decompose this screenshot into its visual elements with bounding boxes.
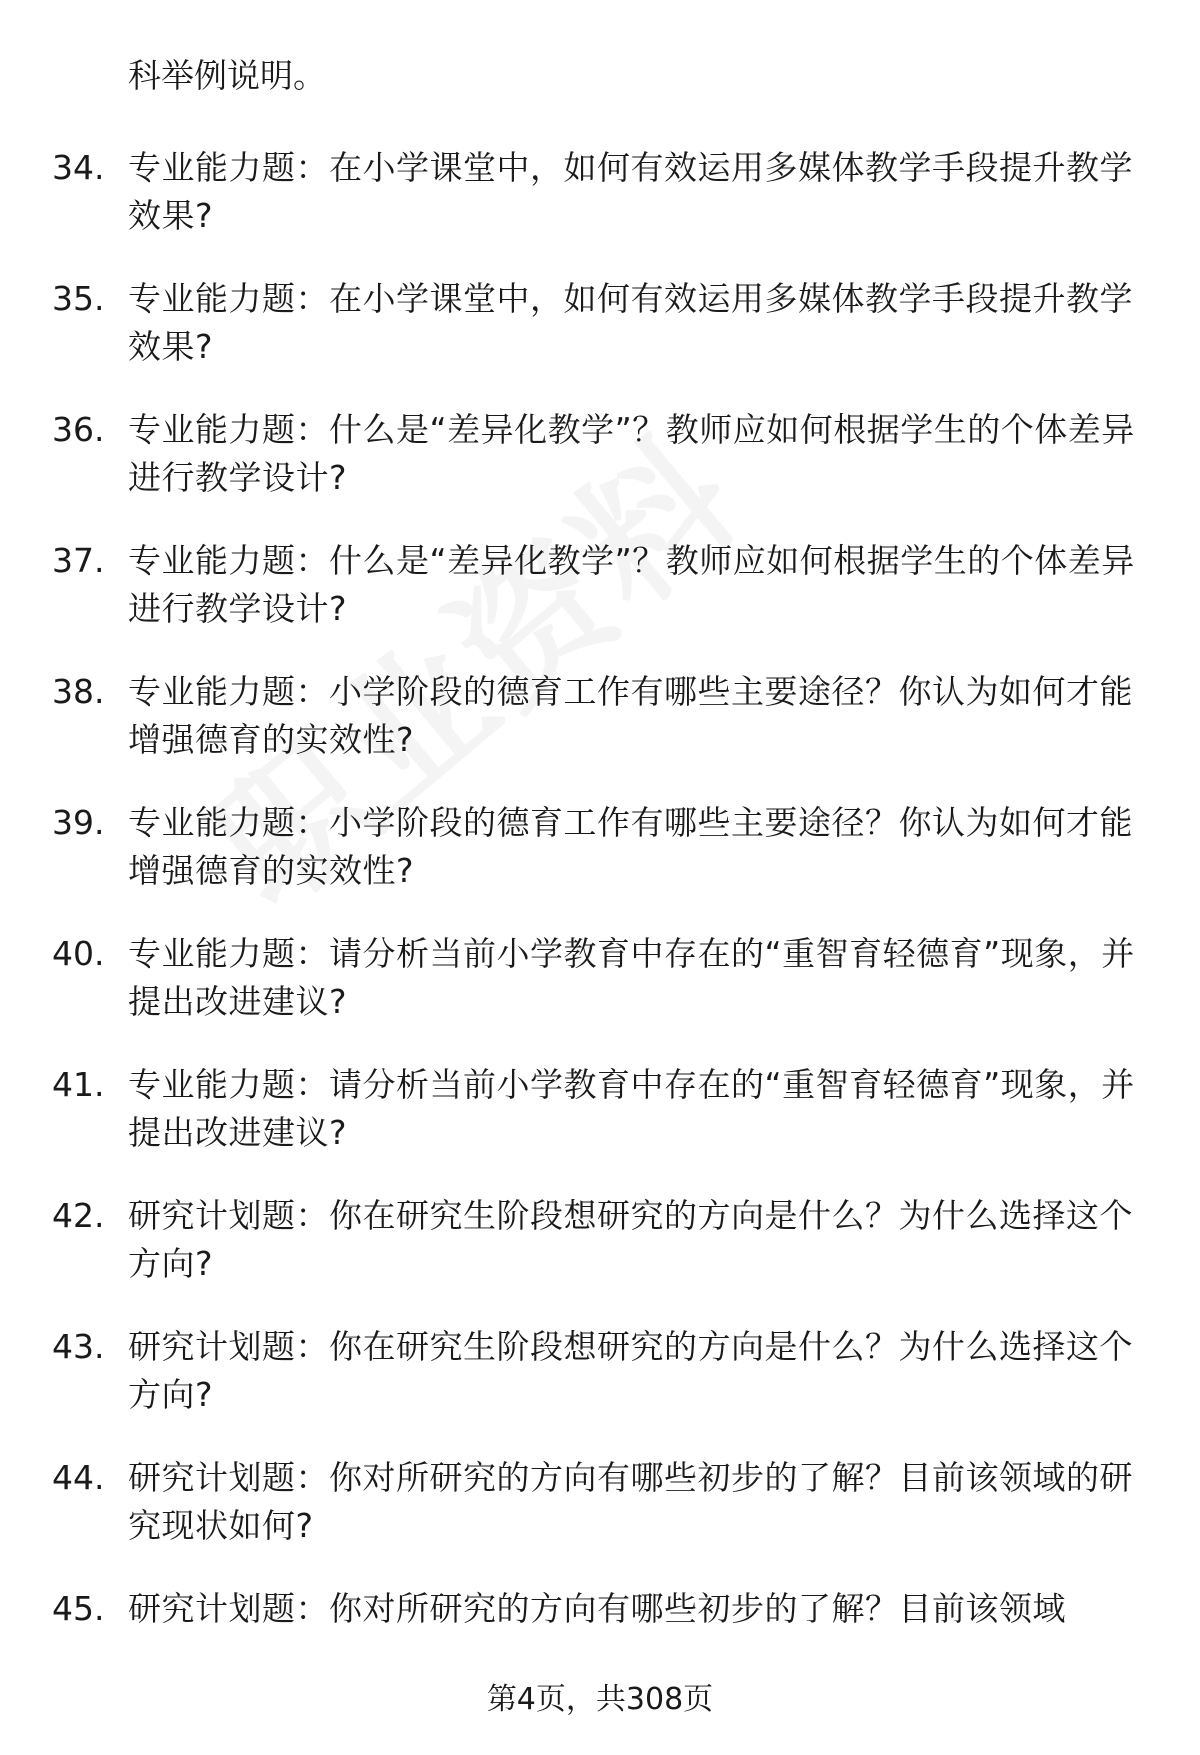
list-item xyxy=(0,537,1200,668)
question-text: 专业能力题：什么是“差异化教学”？教师应如何根据学生的个体差异进行教学设计? xyxy=(128,541,1135,628)
question-number: 44. xyxy=(52,1458,105,1497)
question-text: 专业能力题：请分析当前小学教育中存在的“重智育轻德育”现象，并提出改进建议? xyxy=(128,1065,1135,1152)
question-text: 研究计划题：你在研究生阶段想研究的方向是什么？为什么选择这个方向? xyxy=(128,1196,1133,1283)
question-number: 35. xyxy=(52,279,105,318)
question-text: 专业能力题：在小学课堂中，如何有效运用多媒体教学手段提升教学效果? xyxy=(128,279,1133,366)
question-number: 41. xyxy=(52,1065,105,1104)
question-text: 专业能力题：什么是“差异化教学”？教师应如何根据学生的个体差异进行教学设计? xyxy=(128,410,1135,497)
question-text: 研究计划题：你对所研究的方向有哪些初步的了解？目前该领域的研究现状如何? xyxy=(128,1458,1133,1545)
question-number: 45. xyxy=(52,1589,105,1628)
page-footer: 第4页，共308页 xyxy=(486,1682,714,1717)
question-list xyxy=(0,144,1200,1716)
question-number: 43. xyxy=(52,1327,105,1366)
list-item xyxy=(0,275,1200,406)
question-text: 研究计划题：你在研究生阶段想研究的方向是什么？为什么选择这个方向? xyxy=(128,1327,1133,1414)
question-number: 39. xyxy=(52,803,105,842)
list-item xyxy=(0,1192,1200,1323)
list-item xyxy=(0,668,1200,799)
list-item xyxy=(0,930,1200,1061)
question-text: 专业能力题：小学阶段的德育工作有哪些主要途径？你认为如何才能增强德育的实效性? xyxy=(128,803,1133,890)
list-item xyxy=(0,144,1200,275)
question-number: 42. xyxy=(52,1196,105,1235)
question-number: 38. xyxy=(52,672,105,711)
list-item xyxy=(0,1323,1200,1454)
question-number: 40. xyxy=(52,934,105,973)
list-item xyxy=(0,1061,1200,1192)
list-item xyxy=(0,1454,1200,1585)
list-item xyxy=(0,799,1200,930)
list-item xyxy=(0,406,1200,537)
question-text: 专业能力题：在小学课堂中，如何有效运用多媒体教学手段提升教学效果? xyxy=(128,148,1133,235)
question-text: 研究计划题：你对所研究的方向有哪些初步的了解？目前该领域 xyxy=(128,1589,1066,1628)
continuation-text: 科举例说明。 xyxy=(128,56,326,95)
question-text: 专业能力题：小学阶段的德育工作有哪些主要途径？你认为如何才能增强德育的实效性? xyxy=(128,672,1133,759)
question-number: 37. xyxy=(52,541,105,580)
question-text: 专业能力题：请分析当前小学教育中存在的“重智育轻德育”现象，并提出改进建议? xyxy=(128,934,1135,1021)
question-number: 34. xyxy=(52,148,105,187)
question-number: 36. xyxy=(52,410,105,449)
